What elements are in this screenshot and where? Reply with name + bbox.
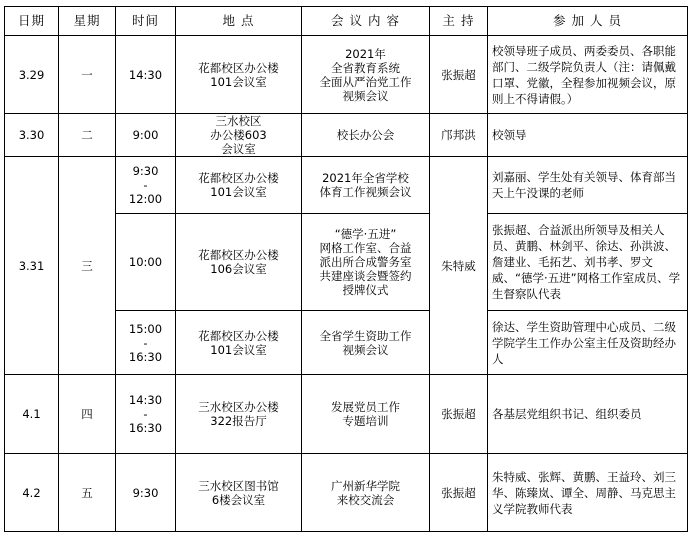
time-cell: 9:30 xyxy=(116,454,176,532)
date-cell: 4.1 xyxy=(5,375,59,454)
header-time: 时间 xyxy=(116,7,176,36)
host-cell: 张振超 xyxy=(430,454,488,532)
location-cell: 花都校区办公楼 101会议室 xyxy=(176,36,302,114)
time-cell: 10:00 xyxy=(116,214,176,311)
location-cell: 三水校区 办公楼603 会议室 xyxy=(176,114,302,157)
attendees-cell: 刘嘉丽、学生处有关领导、体育部当天上午没课的老师 xyxy=(488,157,688,214)
header-content: 会 议 内 容 xyxy=(302,7,430,36)
weekday-cell: 五 xyxy=(59,454,116,532)
header-row xyxy=(5,7,688,36)
time-cell: 14:30 xyxy=(116,36,176,114)
content-cell: 2021年全省学校 体育工作视频会议 xyxy=(302,157,430,214)
content-cell: “德学·五进” 网格工作室、合益 派出所合成警务室 共建座谈会暨签约 授牌仪式 xyxy=(302,214,430,311)
attendees-cell: 校领导班子成员、两委委员、各职能部门、二级学院负责人（注：请佩戴口罩、党徽，全程参加视频会议，原则上不得请假。） xyxy=(488,36,688,114)
time-cell: 9:00 xyxy=(116,114,176,157)
host-cell: 张振超 xyxy=(430,36,488,114)
attendees-cell: 校领导 xyxy=(488,114,688,157)
table-row xyxy=(5,157,688,214)
host-cell: 朱特威 xyxy=(430,157,488,375)
header-location: 地 点 xyxy=(176,7,302,36)
weekday-cell: 二 xyxy=(59,114,116,157)
time-cell: 14:30 - 16:30 xyxy=(116,375,176,454)
location-cell: 花都校区办公楼 101会议室 xyxy=(176,311,302,375)
content-cell: 校长办公会 xyxy=(302,114,430,157)
date-cell: 4.2 xyxy=(5,454,59,532)
attendees-cell: 张振超、合益派出所领导及相关人员、黄鹏、林剑平、徐达、孙洪波、詹建业、毛拓艺、刘书孝、罗文威、“德学·五进”网格工作室成员、学生督察队代表 xyxy=(488,214,688,311)
weekday-cell: 四 xyxy=(59,375,116,454)
header-host: 主 持 xyxy=(430,7,488,36)
attendees-cell: 朱特威、张辉、黄鹏、王益玲、刘三华、陈臻岚、谭全、周静、马克思主义学院教师代表 xyxy=(488,454,688,532)
header-date: 日期 xyxy=(5,7,59,36)
time-cell: 15:00 - 16:30 xyxy=(116,311,176,375)
host-cell: 邝邦洪 xyxy=(430,114,488,157)
weekday-cell: 三 xyxy=(59,157,116,375)
meeting-schedule-table xyxy=(4,6,688,532)
host-cell: 张振超 xyxy=(430,375,488,454)
table-row xyxy=(5,375,688,454)
content-cell: 发展党员工作 专题培训 xyxy=(302,375,430,454)
content-cell: 广州新华学院 来校交流会 xyxy=(302,454,430,532)
location-cell: 花都校区办公楼 101会议室 xyxy=(176,157,302,214)
time-cell: 9:30 - 12:00 xyxy=(116,157,176,214)
attendees-cell: 各基层党组织书记、组织委员 xyxy=(488,375,688,454)
header-weekday: 星期 xyxy=(59,7,116,36)
attendees-cell: 徐达、学生资助管理中心成员、二级学院学生工作办公室主任及资助经办人 xyxy=(488,311,688,375)
content-cell: 2021年 全省教育系统 全面从严治党工作 视频会议 xyxy=(302,36,430,114)
location-cell: 三水校区图书馆 6楼会议室 xyxy=(176,454,302,532)
table-row xyxy=(5,454,688,532)
table-row xyxy=(5,36,688,114)
header-attendees: 参 加 人 员 xyxy=(488,7,688,36)
table-row xyxy=(5,114,688,157)
weekday-cell: 一 xyxy=(59,36,116,114)
location-cell: 花都校区办公楼 106会议室 xyxy=(176,214,302,311)
date-cell: 3.31 xyxy=(5,157,59,375)
location-cell: 三水校区办公楼 322报告厅 xyxy=(176,375,302,454)
content-cell: 全省学生资助工作 视频会议 xyxy=(302,311,430,375)
date-cell: 3.30 xyxy=(5,114,59,157)
date-cell: 3.29 xyxy=(5,36,59,114)
